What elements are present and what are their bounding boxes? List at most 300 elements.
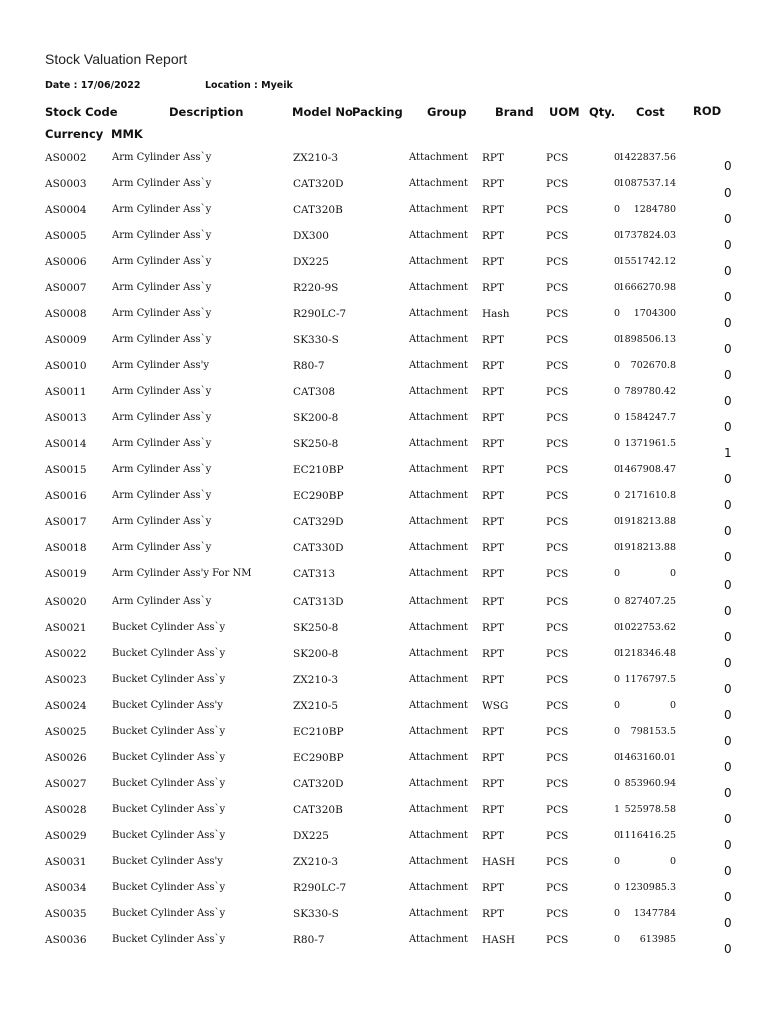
qty-cell: 0	[614, 152, 621, 163]
brand-cell: RPT	[482, 648, 504, 660]
brand-cell: RPT	[482, 804, 504, 816]
uom-cell: PCS	[546, 360, 569, 372]
brand-cell: RPT	[482, 230, 504, 242]
table-row	[0, 308, 768, 328]
stock-code-cell: AS0004	[45, 204, 87, 216]
brand-cell: RPT	[482, 282, 504, 294]
uom-cell: PCS	[546, 934, 569, 946]
cost-cell: 1022753.62	[618, 622, 676, 633]
qty-cell: 0	[614, 830, 621, 841]
cost-cell: 702670.8	[630, 360, 676, 371]
description-cell: Arm Cylinder Ass`y	[112, 256, 212, 267]
stock-code-cell: AS0025	[45, 726, 87, 738]
description-cell: Arm Cylinder Ass`y	[112, 596, 212, 607]
rod-value: 0	[724, 604, 732, 618]
qty-cell: 0	[614, 282, 621, 293]
cost-cell: 1467908.47	[618, 464, 676, 475]
qty-cell: 0	[614, 464, 621, 475]
uom-cell: PCS	[546, 308, 569, 320]
stock-code-cell: AS0029	[45, 830, 87, 842]
cost-cell: 1918213.88	[618, 542, 676, 553]
qty-cell: 0	[614, 386, 621, 397]
brand-cell: RPT	[482, 830, 504, 842]
stock-code-cell: AS0002	[45, 152, 87, 164]
qty-cell: 0	[614, 178, 621, 189]
cost-cell: 1371961.5	[624, 438, 676, 449]
brand-cell: RPT	[482, 204, 504, 216]
rod-value: 0	[724, 238, 732, 252]
header-description: Description	[169, 105, 244, 119]
uom-cell: PCS	[546, 622, 569, 634]
group-cell: Attachment	[409, 674, 468, 685]
brand-cell: RPT	[482, 778, 504, 790]
table-row	[0, 726, 768, 746]
cost-cell: 827407.25	[624, 596, 676, 607]
table-row	[0, 386, 768, 406]
rod-value: 0	[724, 394, 732, 408]
stock-code-cell: AS0010	[45, 360, 87, 372]
stock-code-cell: AS0018	[45, 542, 87, 554]
table-row	[0, 700, 768, 720]
group-cell: Attachment	[409, 700, 468, 711]
group-cell: Attachment	[409, 726, 468, 737]
brand-cell: RPT	[482, 464, 504, 476]
stock-code-cell: AS0009	[45, 334, 87, 346]
cost-cell: 525978.58	[624, 804, 676, 815]
table-row	[0, 152, 768, 172]
group-cell: Attachment	[409, 752, 468, 763]
table-row	[0, 778, 768, 798]
uom-cell: PCS	[546, 542, 569, 554]
qty-cell: 0	[614, 674, 621, 685]
group-cell: Attachment	[409, 334, 468, 345]
stock-code-cell: AS0027	[45, 778, 87, 790]
rod-value: 0	[724, 864, 732, 878]
model-no-cell: SK200-8	[293, 412, 339, 424]
rod-value: 0	[724, 578, 732, 592]
qty-cell: 0	[614, 204, 621, 215]
stock-code-cell: AS0026	[45, 752, 87, 764]
cost-cell: 613985	[639, 934, 676, 945]
qty-cell: 0	[614, 596, 621, 607]
stock-code-cell: AS0007	[45, 282, 87, 294]
uom-cell: PCS	[546, 752, 569, 764]
brand-cell: RPT	[482, 596, 504, 608]
stock-code-cell: AS0008	[45, 308, 87, 320]
brand-cell: RPT	[482, 334, 504, 346]
cost-cell: 1551742.12	[618, 256, 676, 267]
model-no-cell: CAT320D	[293, 778, 344, 790]
rod-value: 0	[724, 942, 732, 956]
brand-cell: RPT	[482, 674, 504, 686]
qty-cell: 0	[614, 308, 621, 319]
rod-value: 0	[724, 916, 732, 930]
cost-cell: 798153.5	[630, 726, 676, 737]
table-row	[0, 256, 768, 276]
cost-cell: 1116416.25	[618, 830, 676, 841]
header-currency-value: MMK	[111, 127, 143, 141]
rod-value: 0	[724, 368, 732, 382]
stock-code-cell: AS0035	[45, 908, 87, 920]
description-cell: Bucket Cylinder Ass`y	[112, 752, 226, 763]
uom-cell: PCS	[546, 516, 569, 528]
qty-cell: 0	[614, 230, 621, 241]
brand-cell: RPT	[482, 152, 504, 164]
table-row	[0, 542, 768, 562]
table-row	[0, 230, 768, 250]
group-cell: Attachment	[409, 516, 468, 527]
report-title: Stock Valuation Report	[45, 51, 188, 67]
group-cell: Attachment	[409, 856, 468, 867]
model-no-cell: SK250-8	[293, 622, 339, 634]
description-cell: Arm Cylinder Ass`y	[112, 412, 212, 423]
description-cell: Bucket Cylinder Ass`y	[112, 648, 226, 659]
description-cell: Arm Cylinder Ass`y	[112, 178, 212, 189]
brand-cell: RPT	[482, 752, 504, 764]
description-cell: Arm Cylinder Ass`y	[112, 308, 212, 319]
description-cell: Arm Cylinder Ass`y	[112, 464, 212, 475]
model-no-cell: CAT320B	[293, 204, 343, 216]
table-row	[0, 674, 768, 694]
rod-value: 0	[724, 550, 732, 564]
model-no-cell: R290LC-7	[293, 882, 347, 894]
qty-cell: 0	[614, 778, 621, 789]
rod-value: 0	[724, 290, 732, 304]
table-row	[0, 856, 768, 876]
table-row	[0, 178, 768, 198]
uom-cell: PCS	[546, 596, 569, 608]
brand-cell: RPT	[482, 542, 504, 554]
uom-cell: PCS	[546, 256, 569, 268]
group-cell: Attachment	[409, 596, 468, 607]
stock-code-cell: AS0015	[45, 464, 87, 476]
group-cell: Attachment	[409, 934, 468, 945]
header-uom: UOM	[549, 105, 580, 119]
description-cell: Arm Cylinder Ass`y	[112, 438, 212, 449]
brand-cell: RPT	[482, 178, 504, 190]
uom-cell: PCS	[546, 490, 569, 502]
table-row	[0, 490, 768, 510]
uom-cell: PCS	[546, 674, 569, 686]
description-cell: Arm Cylinder Ass'y	[112, 360, 209, 371]
header-group: Group	[427, 105, 467, 119]
cost-cell: 2171610.8	[624, 490, 676, 501]
uom-cell: PCS	[546, 700, 569, 712]
stock-code-cell: AS0005	[45, 230, 87, 242]
header-qty: Qty.	[589, 105, 616, 119]
report-location: Location : Myeik	[205, 80, 293, 91]
stock-code-cell: AS0014	[45, 438, 87, 450]
description-cell: Arm Cylinder Ass`y	[112, 334, 212, 345]
model-no-cell: CAT320B	[293, 804, 343, 816]
model-no-cell: EC290BP	[293, 752, 344, 764]
header-model-no: Model No	[292, 105, 353, 119]
rod-value: 0	[724, 786, 732, 800]
group-cell: Attachment	[409, 282, 468, 293]
table-row	[0, 360, 768, 380]
rod-value: 0	[724, 656, 732, 670]
uom-cell: PCS	[546, 386, 569, 398]
cost-cell: 0	[669, 700, 676, 711]
qty-cell: 0	[614, 700, 621, 711]
description-cell: Arm Cylinder Ass`y	[112, 282, 212, 293]
cost-cell: 1087537.14	[618, 178, 676, 189]
table-row	[0, 568, 768, 588]
table-row	[0, 516, 768, 536]
stock-code-cell: AS0022	[45, 648, 87, 660]
rod-value: 0	[724, 890, 732, 904]
model-no-cell: CAT329D	[293, 516, 344, 528]
description-cell: Bucket Cylinder Ass`y	[112, 908, 226, 919]
rod-value: 0	[724, 682, 732, 696]
brand-cell: HASH	[482, 856, 516, 868]
uom-cell: PCS	[546, 726, 569, 738]
stock-code-cell: AS0016	[45, 490, 87, 502]
table-row	[0, 334, 768, 354]
description-cell: Bucket Cylinder Ass'y	[112, 856, 223, 867]
group-cell: Attachment	[409, 490, 468, 501]
description-cell: Bucket Cylinder Ass'y	[112, 700, 223, 711]
model-no-cell: CAT313	[293, 568, 336, 580]
brand-cell: RPT	[482, 438, 504, 450]
table-row	[0, 412, 768, 432]
group-cell: Attachment	[409, 230, 468, 241]
stock-code-cell: AS0036	[45, 934, 87, 946]
qty-cell: 0	[614, 648, 621, 659]
rod-value: 0	[724, 264, 732, 278]
description-cell: Bucket Cylinder Ass`y	[112, 778, 226, 789]
uom-cell: PCS	[546, 178, 569, 190]
group-cell: Attachment	[409, 908, 468, 919]
header-cost: Cost	[636, 105, 665, 119]
description-cell: Bucket Cylinder Ass`y	[112, 882, 226, 893]
rod-value: 0	[724, 524, 732, 538]
group-cell: Attachment	[409, 778, 468, 789]
uom-cell: PCS	[546, 778, 569, 790]
stock-code-cell: AS0034	[45, 882, 87, 894]
model-no-cell: CAT313D	[293, 596, 344, 608]
model-no-cell: R290LC-7	[293, 308, 347, 320]
description-cell: Arm Cylinder Ass`y	[112, 516, 212, 527]
table-row	[0, 648, 768, 668]
qty-cell: 0	[614, 726, 621, 737]
model-no-cell: SK330-S	[293, 334, 339, 346]
brand-cell: RPT	[482, 726, 504, 738]
group-cell: Attachment	[409, 830, 468, 841]
rod-value: 0	[724, 342, 732, 356]
table-row	[0, 804, 768, 824]
model-no-cell: ZX210-3	[293, 152, 339, 164]
table-row	[0, 752, 768, 772]
cost-cell: 1284780	[633, 204, 676, 215]
table-row	[0, 830, 768, 850]
model-no-cell: R80-7	[293, 360, 325, 372]
uom-cell: PCS	[546, 204, 569, 216]
model-no-cell: CAT330D	[293, 542, 344, 554]
rod-value: 0	[724, 838, 732, 852]
qty-cell: 1	[614, 804, 621, 815]
stock-code-cell: AS0024	[45, 700, 87, 712]
cost-cell: 0	[669, 856, 676, 867]
group-cell: Attachment	[409, 804, 468, 815]
qty-cell: 0	[614, 882, 621, 893]
brand-cell: RPT	[482, 360, 504, 372]
stock-code-cell: AS0013	[45, 412, 87, 424]
table-row	[0, 934, 768, 954]
description-cell: Arm Cylinder Ass`y	[112, 542, 212, 553]
uom-cell: PCS	[546, 568, 569, 580]
model-no-cell: SK330-S	[293, 908, 339, 920]
cost-cell: 1666270.98	[618, 282, 676, 293]
brand-cell: RPT	[482, 412, 504, 424]
description-cell: Arm Cylinder Ass`y	[112, 490, 212, 501]
brand-cell: HASH	[482, 934, 516, 946]
stock-code-cell: AS0031	[45, 856, 87, 868]
group-cell: Attachment	[409, 152, 468, 163]
model-no-cell: R80-7	[293, 934, 325, 946]
group-cell: Attachment	[409, 568, 468, 579]
cost-cell: 1704300	[633, 308, 676, 319]
stock-code-cell: AS0019	[45, 568, 87, 580]
uom-cell: PCS	[546, 464, 569, 476]
description-cell: Arm Cylinder Ass`y	[112, 152, 212, 163]
cost-cell: 1584247.7	[624, 412, 676, 423]
group-cell: Attachment	[409, 360, 468, 371]
model-no-cell: ZX210-3	[293, 674, 339, 686]
qty-cell: 0	[614, 622, 621, 633]
table-row	[0, 882, 768, 902]
header-packing: Packing	[352, 105, 403, 119]
description-cell: Bucket Cylinder Ass`y	[112, 726, 226, 737]
uom-cell: PCS	[546, 648, 569, 660]
uom-cell: PCS	[546, 804, 569, 816]
group-cell: Attachment	[409, 438, 468, 449]
group-cell: Attachment	[409, 882, 468, 893]
stock-code-cell: AS0017	[45, 516, 87, 528]
cost-cell: 0	[669, 568, 676, 579]
qty-cell: 0	[614, 516, 621, 527]
group-cell: Attachment	[409, 464, 468, 475]
qty-cell: 0	[614, 934, 621, 945]
description-cell: Bucket Cylinder Ass`y	[112, 934, 226, 945]
rod-value: 0	[724, 734, 732, 748]
group-cell: Attachment	[409, 178, 468, 189]
cost-cell: 1347784	[633, 908, 676, 919]
cost-cell: 1422837.56	[618, 152, 676, 163]
group-cell: Attachment	[409, 622, 468, 633]
stock-code-cell: AS0020	[45, 596, 87, 608]
model-no-cell: EC210BP	[293, 464, 344, 476]
stock-code-cell: AS0011	[45, 386, 87, 398]
qty-cell: 0	[614, 856, 621, 867]
cost-cell: 853960.94	[624, 778, 676, 789]
qty-cell: 0	[614, 334, 621, 345]
uom-cell: PCS	[546, 152, 569, 164]
qty-cell: 0	[614, 908, 621, 919]
stock-code-cell: AS0021	[45, 622, 87, 634]
uom-cell: PCS	[546, 830, 569, 842]
brand-cell: RPT	[482, 568, 504, 580]
model-no-cell: ZX210-5	[293, 700, 339, 712]
uom-cell: PCS	[546, 438, 569, 450]
brand-cell: RPT	[482, 386, 504, 398]
brand-cell: WSG	[482, 700, 509, 712]
cost-cell: 1918213.88	[618, 516, 676, 527]
header-brand: Brand	[495, 105, 534, 119]
table-row	[0, 596, 768, 616]
qty-cell: 0	[614, 360, 621, 371]
uom-cell: PCS	[546, 412, 569, 424]
rod-value: 0	[724, 630, 732, 644]
qty-cell: 0	[614, 490, 621, 501]
table-row	[0, 282, 768, 302]
qty-cell: 0	[614, 542, 621, 553]
brand-cell: RPT	[482, 882, 504, 894]
rod-value: 0	[724, 420, 732, 434]
stock-code-cell: AS0028	[45, 804, 87, 816]
description-cell: Bucket Cylinder Ass`y	[112, 804, 226, 815]
stock-code-cell: AS0003	[45, 178, 87, 190]
rod-value: 0	[724, 708, 732, 722]
table-row	[0, 204, 768, 224]
model-no-cell: SK200-8	[293, 648, 339, 660]
model-no-cell: EC210BP	[293, 726, 344, 738]
description-cell: Arm Cylinder Ass'y For NM	[112, 568, 252, 579]
qty-cell: 0	[614, 412, 621, 423]
group-cell: Attachment	[409, 386, 468, 397]
rod-value: 0	[724, 812, 732, 826]
group-cell: Attachment	[409, 542, 468, 553]
model-no-cell: DX300	[293, 230, 329, 242]
brand-cell: RPT	[482, 516, 504, 528]
cost-cell: 789780.42	[624, 386, 676, 397]
uom-cell: PCS	[546, 908, 569, 920]
brand-cell: RPT	[482, 622, 504, 634]
description-cell: Bucket Cylinder Ass`y	[112, 674, 226, 685]
group-cell: Attachment	[409, 308, 468, 319]
rod-value: 0	[724, 472, 732, 486]
table-row	[0, 438, 768, 458]
description-cell: Arm Cylinder Ass`y	[112, 230, 212, 241]
qty-cell: 0	[614, 752, 621, 763]
brand-cell: RPT	[482, 256, 504, 268]
cost-cell: 1230985.3	[624, 882, 676, 893]
uom-cell: PCS	[546, 230, 569, 242]
description-cell: Arm Cylinder Ass`y	[112, 204, 212, 215]
group-cell: Attachment	[409, 256, 468, 267]
stock-code-cell: AS0006	[45, 256, 87, 268]
header-rod: ROD	[693, 104, 722, 118]
uom-cell: PCS	[546, 282, 569, 294]
table-row	[0, 908, 768, 928]
model-no-cell: CAT308	[293, 386, 336, 398]
header-currency: Currency	[45, 127, 104, 141]
model-no-cell: DX225	[293, 830, 329, 842]
cost-cell: 1218346.48	[618, 648, 676, 659]
qty-cell: 0	[614, 568, 621, 579]
cost-cell: 1463160.01	[618, 752, 676, 763]
description-cell: Bucket Cylinder Ass`y	[112, 830, 226, 841]
qty-cell: 0	[614, 438, 621, 449]
rod-value: 0	[724, 212, 732, 226]
model-no-cell: R220-9S	[293, 282, 339, 294]
header-stock-code: Stock Code	[45, 105, 118, 119]
uom-cell: PCS	[546, 334, 569, 346]
qty-cell: 0	[614, 256, 621, 267]
model-no-cell: CAT320D	[293, 178, 344, 190]
rod-value: 0	[724, 760, 732, 774]
model-no-cell: SK250-8	[293, 438, 339, 450]
